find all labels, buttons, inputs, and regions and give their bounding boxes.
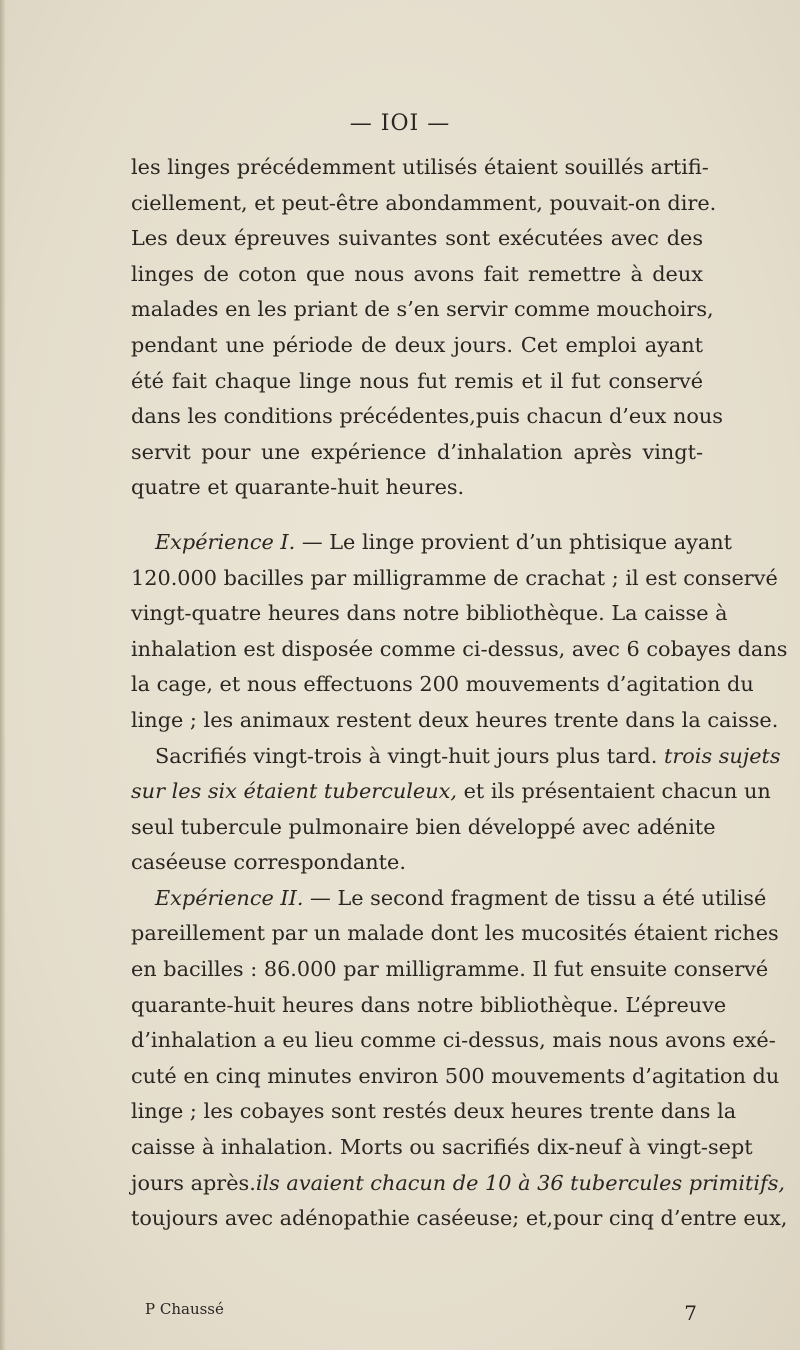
text-line: d’inhalation a eu lieu comme ci-dessus, mais nous avons exé- bbox=[131, 1028, 776, 1053]
text-fragment: — Le linge provient d’un phtisique ayant bbox=[295, 529, 733, 554]
signature-mark: P Chaussé bbox=[145, 1300, 224, 1318]
italic-fragment: sur les six étaient tuberculeux, bbox=[131, 779, 457, 804]
text-line: malades en les priant de s’en servir comme mouchoirs, bbox=[131, 297, 714, 322]
text-line: pendant une période de deux jours. Cet emploi ayant bbox=[131, 332, 703, 357]
text-line: inhalation est disposée comme ci-dessus, avec 6 cobayes dans bbox=[131, 636, 788, 661]
text-line: Les deux épreuves suivantes sont exécutées avec des bbox=[131, 226, 703, 251]
text-line: été fait chaque linge nous fut remis et il fut conservé bbox=[131, 368, 703, 393]
sheet-number: 7 bbox=[684, 1301, 697, 1325]
italic-fragment: trois sujets bbox=[657, 743, 781, 768]
text-fragment: et ils présentaient chacun un bbox=[456, 779, 771, 804]
text-line bbox=[131, 1166, 786, 1202]
experiment-2-heading: Expérience II. bbox=[155, 885, 304, 910]
body-text bbox=[131, 150, 788, 1237]
italic-fragment: ils avaient chacun de 10 à 36 tubercules primitifs, bbox=[255, 1170, 786, 1195]
text-line: servit pour une expérience d’inhalation après vingt- bbox=[131, 439, 703, 464]
text-line: seul tubercule pulmonaire bien développé avec adénite bbox=[131, 814, 716, 839]
text-fragment: jours après. bbox=[131, 1170, 256, 1195]
experiment-1-heading: Expérience I. bbox=[155, 529, 296, 554]
text-line: la cage, et nous effectuons 200 mouvements d’agitation du bbox=[131, 672, 754, 697]
page-number: — IOI — bbox=[349, 111, 451, 136]
text-line: 120.000 bacilles par milligramme de crachat ; il est conservé bbox=[131, 565, 778, 590]
experiment-2-first-line bbox=[131, 881, 767, 917]
text-line: quarante-huit heures dans notre bibliothèque. L’épreuve bbox=[131, 992, 727, 1017]
text-line: vingt-quatre heures dans notre bibliothèque. La caisse à bbox=[131, 601, 728, 626]
text-line bbox=[131, 774, 771, 810]
text-line: en bacilles : 86.000 par milligramme. Il fut ensuite conservé bbox=[131, 957, 769, 982]
text-line: caisse à inhalation. Morts ou sacrifiés dix-neuf à vingt-sept bbox=[131, 1135, 753, 1160]
paragraph-gap bbox=[131, 506, 703, 525]
text-fragment: — Le second fragment de tissu a été utilisé bbox=[303, 885, 767, 910]
text-line: ciellement, et peut-être abondamment, pouvait-on dire. bbox=[131, 190, 717, 215]
text-line: les linges précédemment utilisés étaient souillés artifi- bbox=[131, 155, 709, 179]
text-line: cuté en cinq minutes environ 500 mouvements d’agitation du bbox=[131, 1063, 780, 1088]
text-line: linges de coton que nous avons fait remettre à deux bbox=[131, 261, 703, 286]
text-line: quatre et quarante-huit heures. bbox=[131, 475, 465, 500]
experiment-1-first-line bbox=[131, 525, 733, 561]
text-line: dans les conditions précédentes,puis chacun d’eux nous bbox=[131, 404, 723, 429]
text-fragment: Sacrifiés vingt-trois à vingt-huit jours plus tard. bbox=[155, 743, 658, 768]
text-line: linge ; les animaux restent deux heures trente dans la caisse. bbox=[131, 707, 779, 732]
text-line: pareillement par un malade dont les mucosités étaient riches bbox=[131, 921, 779, 946]
text-line: toujours avec adénopathie caséeuse; et,pour cinq d’entre eux, bbox=[131, 1206, 788, 1231]
page-edge-shadow bbox=[0, 0, 6, 1350]
text-line bbox=[131, 739, 781, 775]
text-line: caséeuse correspondante. bbox=[131, 850, 406, 875]
text-line: linge ; les cobayes sont restés deux heures trente dans la bbox=[131, 1099, 737, 1124]
